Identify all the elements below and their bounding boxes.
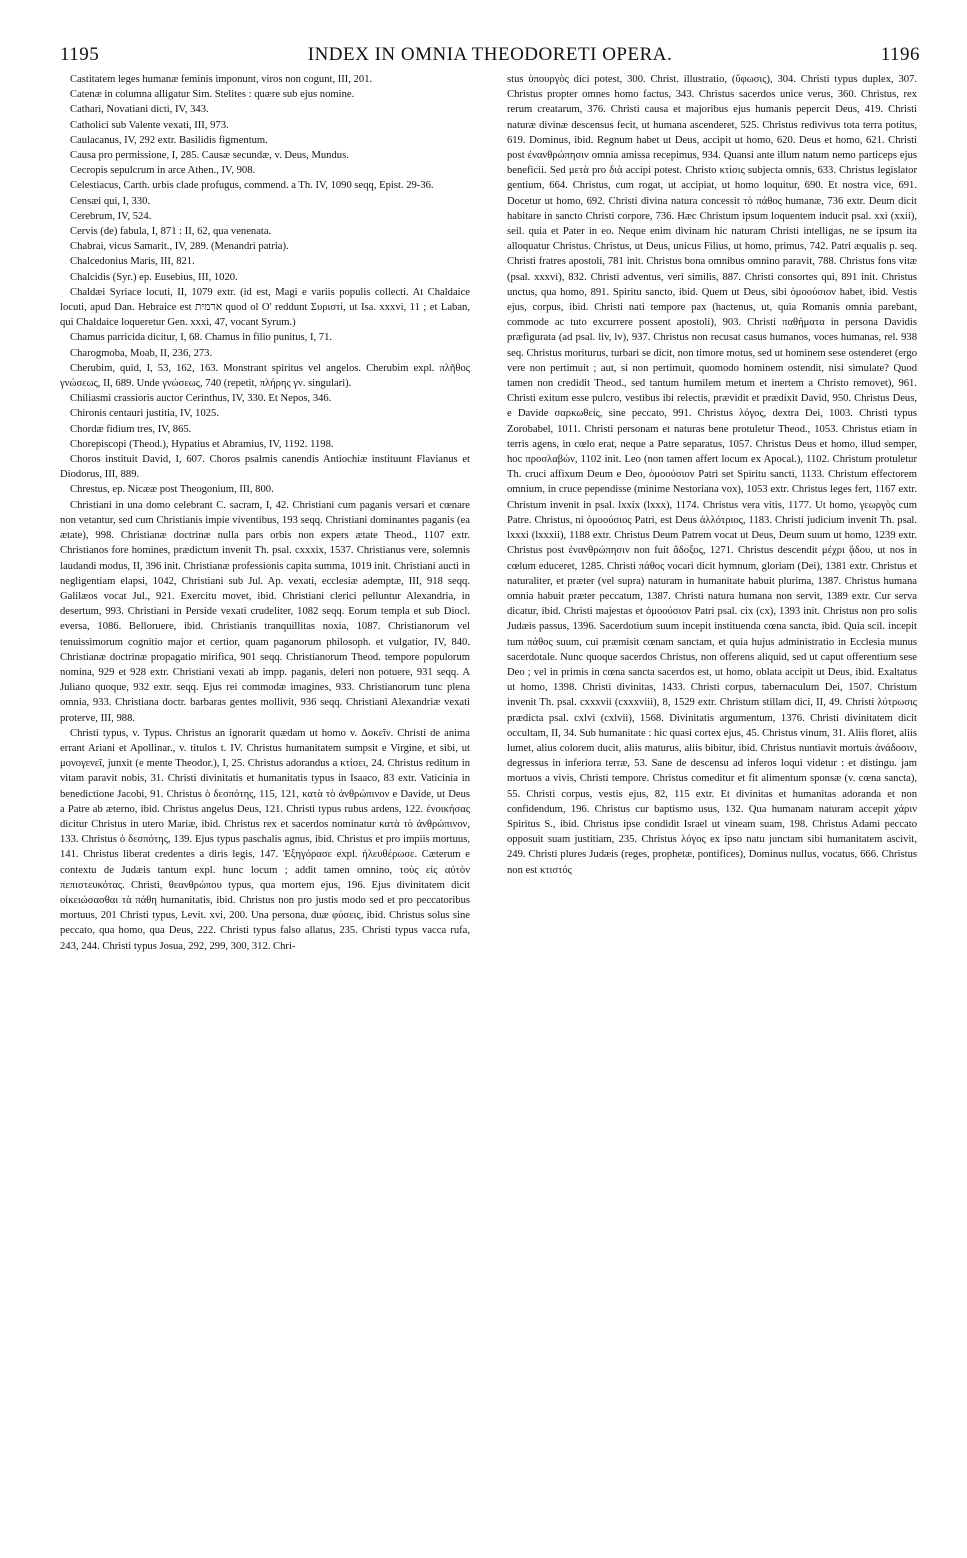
index-entry: Caulacanus, IV, 292 extr. Basilidis figmentum. xyxy=(70,134,268,146)
index-entry: Chorepiscopi (Theod.), Hypatius et Abramius, IV, 1192. 1198. xyxy=(70,438,334,450)
index-entry: Cerebrum, IV, 524. xyxy=(70,210,152,222)
page-header xyxy=(60,44,920,70)
page-number-left: 1195 xyxy=(60,44,100,65)
index-entry: Cervis (de) fabula, I, 871 : II, 62, qua venenata. xyxy=(70,226,272,238)
index-entry: Celestiacus, Carth. urbis clade profugus, commend. a Th. IV, 1090 seqq, Epist. 29-36. xyxy=(70,180,434,192)
index-entry: Chironis centauri justitia, IV, 1025. xyxy=(70,408,219,420)
index-entry: Christiani in una domo celebrant C. sacram, I, 42. Christiani cum paganis versari et cœnare non vetantur, sed cum Christianis impie viventibus, 193 seqq. Christiani dominantes paganis (ea ætate), 998. Christianæ doctrinæ nulla pars orbis non expers ætate Theod., 1107 extr. Christianos fore homines, prædictum invenit Th. psal. cxxxix, 1537. Christianus vere, solemnis laudandi modus, II, 396 init. Christianæ professionis capita summa, 1019 init. Christiani aucti in negligentiam elapsi, 1042, Christiani sub Jul. Ap. vexati, ecclesiæ ademptæ, III, 918 seqq. Galilæos vocat Jul., 921. Exercitu movet, ibid. Christiani clerici pelluntur Alexandria, in desertum, 993. Christiani in Perside vexati crudeliter, 1082 seqq. Eorum templa et sub Diocl. eversa, 1086. Belloruere, ibid. Christianis tranquillitas noxia, 1087. Christianorum vel tenuissimorum cognitio major et certior, quam paganorum philosoph. et vulgatior, IV, 840. Christianæ doctrinæ propagatio mirifica, 901 seqq. Christianorum Theod. tempore populorum nomina, 929 et 928 extr. Christiani vexati ab impp. paganis, deleri non potuere, 931 seqq. A Juliano quoque, 932 extr. seqq. Ejus rei commodæ imagines, 933. Christianorum tunc plena omnia, 933. Christiana doctr. barbaras gentes mollivit, 936 seqq. Christiani Alexandriæ vexati proterve, III, 988. xyxy=(60,499,470,724)
index-entry: Choros instituit David, I, 607. Choros psalmis canendis Antiochiæ instituunt Flavianus et Diodorus, III, 889. xyxy=(60,454,470,481)
index-entry: Cherubim, quid, I, 53, 162, 163. Monstrant spiritus vel angelos. Cherubim expl. πλῆθος γνώσεως, II, 689. Unde γνώσεως, 740 (repetit, πλήρης γν. singulari). xyxy=(60,362,470,390)
index-entry: Chalcedonius Maris, III, 821. xyxy=(70,256,195,268)
index-entry: Castitatem leges humanæ feminis imponunt, viros non cogunt, III, 201. xyxy=(70,74,373,85)
index-entry: Censæi qui, I, 330. xyxy=(70,195,151,207)
index-entry: Causa pro permissione, I, 285. Causæ secundæ, v. Deus, Mundus. xyxy=(70,150,349,162)
index-entry: Christi typus, v. Typus. Christus an ignorarit quædam ut homo v. Δοκεῖν. Christi de anima errant Ariani et Apollinar., v. titulos t. IV. Christus humanitatem sumpsit e Virgine, et sibi, ut μονογενεῖ, junxit (e mente Theodor.), I, 25. Christus adorandus a κτίσει, 24. Christus reditum in vitam paravit nobis, 31. Christi divinitatis et humanitatis typus in Isaaco, 83 extr. Vaticinia in benedictione Jacobi, 91. Christus ὁ δεσπότης, 115, 121, κατὰ τὸ ἀνθρώπινον e Davide, ut Deus a Patre ab æterno, ibid. Christus angelus Deus, 121. Christi typus rubus ardens, 122. ἐνοικήσας dicitur Christus in utero Mariæ, ibid. Christus rex et sacerdos nominatur κατὰ τὸ ἀνθρώπινον, 133. Christus ὁ δεσπότης, 139. Ejus typus paschalis agnus, ibid. Christus et pro impiis mortuus, 141. Christus liberat credentes a diris legis, 147. Ἐξηγόρασε expl. ἠλευθέρωσε. Cæterum e contextu de Judæis tantum expl. hunc locum ; addit tamen omnino, τοὺς εἰς αὐτὸν πεπιστευκότας. Christi, θεανθρώπου typus, qua mortem ejus, 196. Ejus divinitatem dicit οἰκειώσασθαι τὰ πάθη humanitatis, ibid. Christus non pro justis modo sed et pro peccatoribus mortuus, 201 Christi typus, Levit. xvi, 200. Una persona, duæ φύσεις, ibid. Christus solus sine peccato, qua homo, qua Deus, 222. Christi typus falso allatus, 235. Christi typus vacca rufa, 243, 244. Christi typus Josua, 292, 299, 300, 312. Chri- xyxy=(60,727,470,952)
index-entry: Chalcidis (Syr.) ep. Eusebius, III, 1020. xyxy=(70,271,238,283)
index-entry: Chordæ fidium tres, IV, 865. xyxy=(70,423,192,435)
index-entry: Chabrai, vicus Samarit., IV, 289. (Menandri patria). xyxy=(70,241,289,253)
index-entry: Chrestus, ep. Nicææ post Theogonium, III, 800. xyxy=(70,484,274,496)
index-entry: Cathari, Novatiani dicti, IV, 343. xyxy=(70,104,209,116)
index-entry: Charogmoba, Moab, II, 236, 273. xyxy=(70,347,213,359)
left-column xyxy=(60,72,470,1512)
page-number-right: 1196 xyxy=(880,44,920,65)
index-entry: Chaldæi Syriace locuti, II, 1079 extr. (id est, Magi e variis populis collecti. At Chaldaice locuti, apud Dan. Hebraice est ארמית quod ol O' reddunt Συριστί, ut Isa. xxxvi, 11 ; et Laban, qui Chaldaice loqueretur Gen. xxxi, 47, vocant Syrum.) xyxy=(60,286,470,329)
index-entry: Chiliasmi crassioris auctor Cerinthus, IV, 330. Et Nepos, 346. xyxy=(70,393,332,405)
page-title: INDEX IN OMNIA THEODORETI OPERA. xyxy=(307,44,673,65)
index-entry: Catenæ in columna alligatur Sim. Stelites : quære sub ejus nomine. xyxy=(70,89,355,101)
index-entry: Cecropis sepulcrum in arce Athen., IV, 908. xyxy=(70,165,256,177)
index-entry: Catholici sub Valente vexati, III, 973. xyxy=(70,119,229,131)
index-entry: stus ὑπουργὸς dici potest, 300. Christ. illustratio, (ὕφωσις), 304. Christi typus duplex, 307. Christus propter omnes homo factus, 343. Christus sacerdos unice verus, 360. Christus, rex rerum creatarum, 376. Christi causa et majoribus ejus humanis pepercit Deus, 419. Christi naturæ divinæ descensus fecit, ut humana ascenderet, 525. Christus redivivus tota terra potitus, 619. Dominus, ibid. Regnum habet ut Deus, accipit ut homo, 620. Deus et homo, 621. Christi post ἐνανθρώπησιν omnia amissa recepimus, 934. Quansi ante illum natum nemo particeps ejus beneficii. Sed μετὰ pro διὰ accipi potest. Christo κτίσις subjecta omnis, 633. Christus legislator gentium, 664. Christus, cum rogat, ut accipiat, ut homo loquitur, 690. Et nostra vice, 691. Docetur ut homo, 692. Christi divina natura concessit τὸ πάθος humanæ, 736 extr. Deum dicit habitare in sancto Christi corpore, 736. Hæc Christum ipsum loquentem inducit psal. xxi (xxii), seil. quia et Pater in eo. Neque enim divinam hic naturam Christi intelligas, ne se ipsum ita alloquatur Christus. Christus, ut Deus, unicus Filius, ut homo, primus, 742. Patri æqualis p. seq. Christi fratres apostoli, 781 init. Christus bona omnibus omnino paravit, 788. Christus fons vitæ (psal. xxxvi), 832. Christi adventus, veri similis, 887. Christi consortes qui, 891 init. Christus unctus, qua homo, 891. Spiritu sancto, ibid. Quem ut Deus, sibi ὁμοούσιον habet, ibid. Vestis ejus, corpus, ibid. Christi nati tempore pax (hactenus, ut, quia Romanis omnia parebant, commode ac tuto excurrere possent apostoli), 903. Christi παθήματα in persona Davidis præfigurata (ad psal. liv, lv), 937. Christus non recusat casus humanos, voces humanas, rel. 938 seq. Christus moriturus, turbari se dicit, non timore motus, sed ut hominem sese ostenderet (ergo vere non pertimuit ; aut, si non pertimuit, quomodo hominem ostendit, nisi simulate? Quod tamen non credidit Theod., sed tantum humilem metum et inertem a Christo removet), 961. Christi exitum esse pulcro, vestibus ibi relectis, prævidit et prædixit David, 950. Christus Deus, e Davide σαρκωθείς, sine peccato, 991. Christus λόγος, dextra Dei, 1003. Christi typus Zorobabel, 1011. Christi personam et naturas bene protuletur Theod., 1053. Christus etiam in terris agens, in cœlo erat, neque a Patre separatus, 1057. Christus Deus et homo, illud semper, hoc προσλαβών, 1102 init. Leo (non tamen affert locum ex Apocal.), 1102. Christum protuletur Th. cruci affixum Deum e Deo, ὁμοούσιον Patri set Spiritu sancti, 1133. Christum effectorem omnium, in cruce pependisse (minime Nestoriana vox), 1053 extr. Christus leges fert, 1167 extr. Christum invenit in psal. lxxix (lxxx), 1174. Christus vera vitis, 1177. Ut homo, γεωργὸς cum Patre. Christus, ni ὁμοούσιος Patri, est Deus ἀλλότριος, 1183. Christi judicium invenit Th. psal. lxxxi (lxxxii), 1188 extr. Christus Deum Patrem vocat ut Deus, Deum suum ut homo, 1239 extr. Christus post ἐνανθρώπησιν non fuit ἄδοξος, 1271. Christus descendit μέχρι ᾅδου, ut nos in cœlum educeret, 1285. Christi πάθος vocari dicit hymnum, gloriam (Dei), 1381 extr. Christus et naturaliter, et præter (vel supra) naturam in humanitate habuit plurima, 1387. Christus humana omnia habuit præter peccatum, 1387. Christi natura humana non servit, 1389 extr. Cur serva dicatur, ibid. Christi majestas et ὁμοούσιον Patri psal. cix (cx), 1393 init. Christus non pro solis Judæis passus, 1396. Sacerdotium suum incepit instituenda cœna sancta, ibid. Quia scil. incepit tum πάθος suum, cui præmisit cœnam sanctam, et quia hujus administratio in Ecclesia munus sacerdotale. Nunc quoque sacerdos Christus, non offerens aliquid, sed ut caput offerentium sese Deo ; vel in primis in cœna sancta sacerdos est, ut homo, oblata accipit ut Deus, ibid. Exaltatus ut homo, 1398. Christi divinitas, 1433. Christi corpus, tabernaculum Dei, 1507. Christum invenit Th. psal. cxxxvii (cxxxviii), 8, 1529 extr. Christum stillam dici, II, 49. Christi λύτρωσις prædicta psal. cxlvi (cxlvii), 1568. Divinitatis argumentum, 1376. Christi divinitatem dicit occultam, II, 34. Sub humanitate : hic quasi cortex ejus, 45. Christus vinum, 31. Aliis floret, aliis lumet, alius colorem ducit, aliis maturus, aliis bibitur, ibid. Christus nuntiavit mortuis ἀνάδοσιν, degressus in inferiora terræ, 53. Sane de descensu ad inferos loqui videtur : et distingu. jam mortuos a vivis, Christi tempore. Christus comeditur et fit alimentum sponsæ (v. cœna sancta), 55. Christi corpus, vestis ejus, 82, 115 extr. Et divinitas et humanitas adoranda et non confidendum, 196. Christus cur baptismo usus, 132. Qua humanam naturam accepit χάριν Spiritus S., ibid. Christus ipse condidit Israel ut vineam suam, 198. Christus Adami peccato opposuit suam justitiam, 235. Christus λόγος ex ipso natu junctam sibi humanitatem ascivit, 249. Christi plures Judæis (reges, prophetæ, pontifices), Dominus nullus, vocatus, 666. Christus non est κτιστός xyxy=(507,74,917,876)
right-column xyxy=(507,72,917,1512)
index-entry: Chamus parricida dicitur, I, 68. Chamus in filio punitus, I, 71. xyxy=(70,332,333,344)
